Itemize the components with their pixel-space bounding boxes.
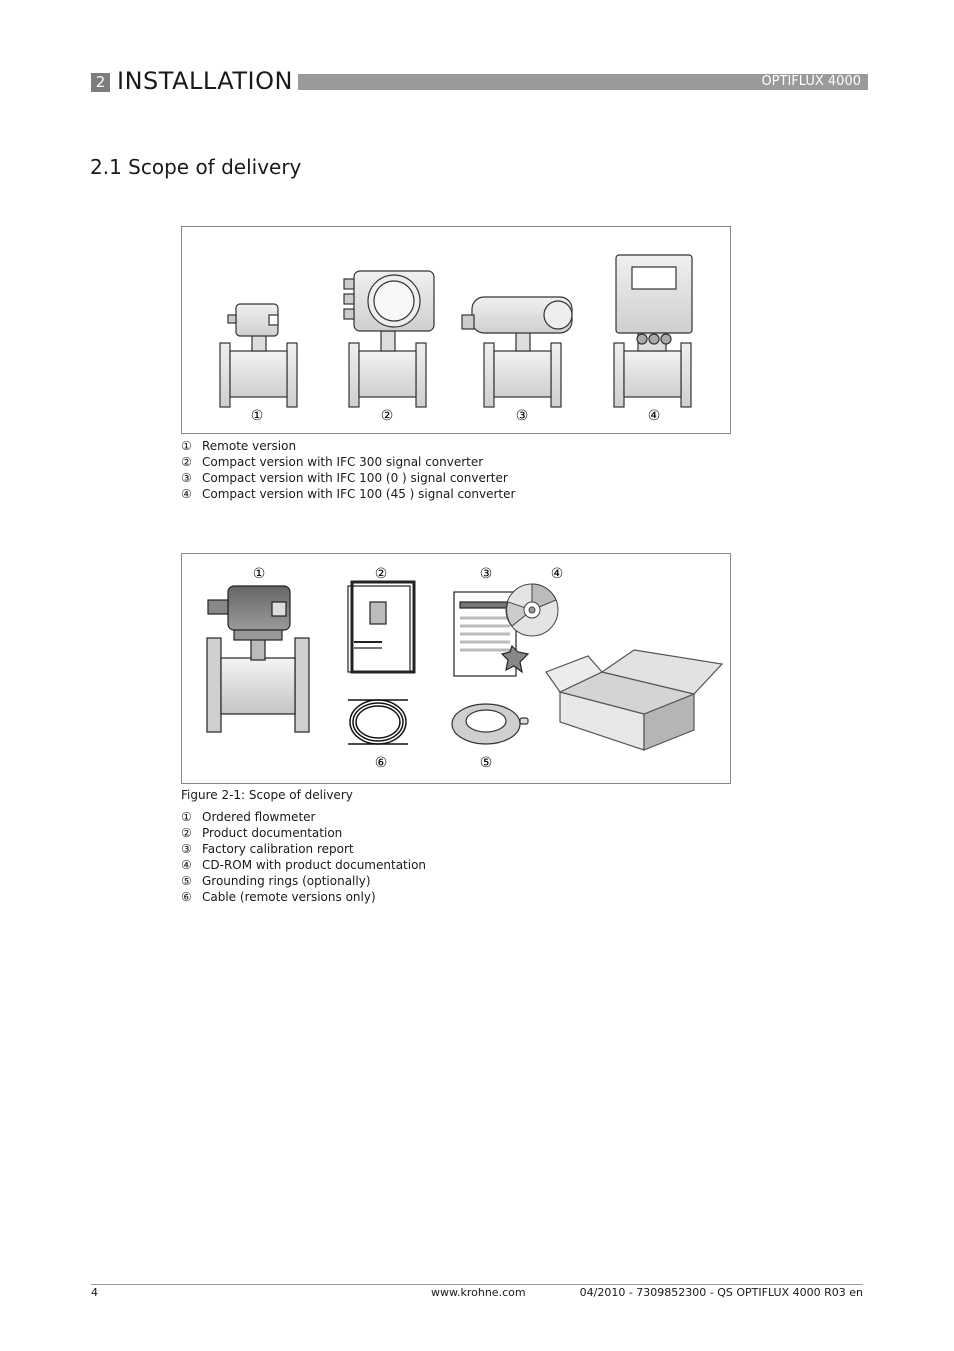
- flowmeter: [207, 586, 309, 732]
- chapter-number: 2: [91, 73, 110, 92]
- legend-item: ② Product documentation: [181, 826, 343, 840]
- fig1-marker-1: ①: [250, 408, 264, 424]
- cd-rom: [506, 584, 558, 636]
- figure-versions: [181, 226, 731, 434]
- legend-item: ④ CD-ROM with product documentation: [181, 858, 427, 872]
- legend-item: ① Ordered flowmeter: [181, 810, 316, 824]
- legend-item: ③ Factory calibration report: [181, 842, 354, 856]
- meter-ifc300: [344, 271, 434, 407]
- figure-caption: Figure 2-1: Scope of delivery: [181, 788, 353, 802]
- fig2-marker-4: ④: [550, 566, 564, 582]
- chapter-title: INSTALLATION: [117, 67, 293, 95]
- fig1-marker-3: ③: [515, 408, 529, 424]
- figure-scope-of-delivery: [181, 553, 731, 784]
- footer-website: www.krohne.com: [431, 1286, 526, 1299]
- legend-item: ⑥ Cable (remote versions only): [181, 890, 376, 904]
- legend-item: ③ Compact version with IFC 100 (0 ) signal converter: [181, 471, 508, 485]
- footer-divider: [91, 1284, 863, 1285]
- versions-illustration: [182, 227, 730, 433]
- fig2-marker-1: ①: [252, 566, 266, 582]
- documentation: [348, 582, 414, 672]
- legend-item: ① Remote version: [181, 439, 297, 453]
- fig1-marker-2: ②: [380, 408, 394, 424]
- legend-delivery: [181, 809, 426, 905]
- legend-item: ④ Compact version with IFC 100 (45 ) signal converter: [181, 487, 516, 501]
- section-title: 2.1 Scope of delivery: [90, 155, 302, 179]
- fig2-marker-6: ⑥: [374, 755, 388, 771]
- legend-versions: [181, 438, 515, 502]
- legend-item: ⑤ Grounding rings (optionally): [181, 874, 371, 888]
- meter-ifc100-45: [614, 255, 692, 407]
- cable-coil: [348, 700, 408, 744]
- footer-document-id: 04/2010 - 7309852300 - QS OPTIFLUX 4000 R03 en: [579, 1286, 863, 1299]
- meter-remote: [220, 304, 297, 407]
- page-number: 4: [91, 1286, 98, 1299]
- shipping-box: [546, 650, 722, 750]
- fig1-marker-4: ④: [647, 408, 661, 424]
- legend-item: ② Compact version with IFC 300 signal converter: [181, 455, 484, 469]
- header-product: OPTIFLUX 4000: [761, 74, 861, 89]
- delivery-illustration: [182, 554, 730, 783]
- meter-ifc100-0: [462, 297, 572, 407]
- fig2-marker-5: ⑤: [479, 755, 493, 771]
- grounding-ring: [452, 704, 528, 744]
- fig2-marker-3: ③: [479, 566, 493, 582]
- fig2-marker-2: ②: [374, 566, 388, 582]
